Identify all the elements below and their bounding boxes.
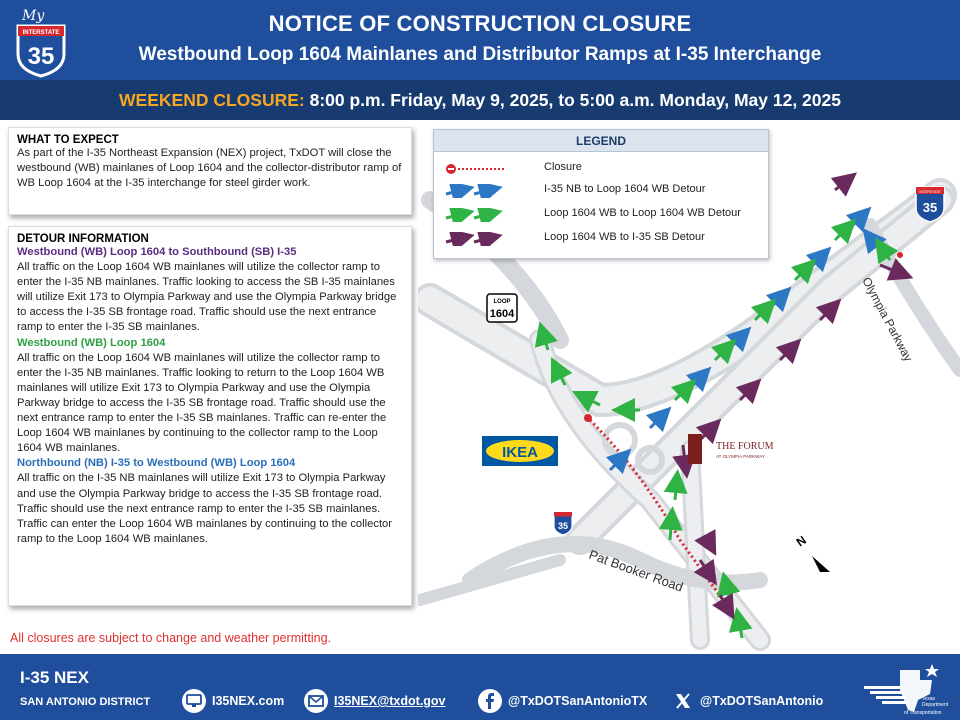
banner-label: WEEKEND CLOSURE: bbox=[119, 90, 305, 110]
banner-text: 8:00 p.m. Friday, May 9, 2025, to 5:00 a.m. Monday, May 12, 2025 bbox=[304, 90, 841, 110]
legend-item-blue bbox=[434, 180, 768, 200]
logo-my-text: My bbox=[22, 8, 45, 24]
ikea-text: IKEA bbox=[502, 444, 538, 461]
detour-title-nb-to-wb: Northbound (NB) I-35 to Westbound (WB) Loop 1604 bbox=[17, 457, 296, 470]
forum-sub: AT OLYMPIA PARKWAY bbox=[716, 454, 765, 459]
detour-body-wb-to-sb: All traffic on the Loop 1604 WB mainlanes will utilize the collector ramp to enter the I-35 NB mainlanes. Traffic looking to access the SB I-35 mainlanes will utilize Exit 173 to Olympia Parkway and use the Olympia Parkway bridge to access the I-35 SB frontage road. Traffic should use the next entrance ramp to enter the I-35 SB mainlanes. bbox=[17, 261, 397, 334]
txdot-line-2: Department bbox=[922, 702, 949, 708]
legend-label-blue: I-35 NB to Loop 1604 WB Detour bbox=[544, 183, 706, 195]
north-label: N bbox=[793, 533, 809, 550]
sw-shield-number: 35 bbox=[557, 521, 569, 531]
i35-shield-sw bbox=[554, 512, 572, 535]
disclaimer: All closures are subject to change and weather permitting. bbox=[10, 631, 332, 645]
detour-body-nb-to-wb: All traffic on the I-35 NB mainlanes will utilize Exit 173 to Olympia Parkway and use the Olympia Parkway bridge to access the I-35 SB frontage road. Traffic should use the next entrance ramp to enter the I-35 SB mainlanes. Traffic can enter the Loop 1604 WB mainlanes by continuing to the collector ramp to the Loop 1604 WB mainlanes. bbox=[17, 472, 392, 545]
forum-title: THE FORUM bbox=[716, 441, 774, 452]
legend-item-purple bbox=[434, 228, 768, 248]
footer-website[interactable] bbox=[182, 688, 284, 714]
footer-x[interactable] bbox=[672, 688, 823, 714]
footer bbox=[0, 654, 960, 720]
email-icon bbox=[304, 689, 328, 713]
i35-shield-ne bbox=[916, 187, 944, 222]
footer-facebook[interactable] bbox=[478, 688, 647, 714]
ikea-logo bbox=[482, 436, 558, 466]
ne-shield-interstate: INTERSTATE bbox=[919, 190, 941, 194]
logo-interstate-text: INTERSTATE bbox=[22, 30, 60, 36]
loop-number: 1604 bbox=[489, 308, 515, 320]
legend-title: LEGEND bbox=[434, 130, 768, 152]
page-subtitle: Westbound Loop 1604 Mainlanes and Distributor Ramps at I-35 Interchange bbox=[138, 44, 822, 65]
closure-banner bbox=[0, 80, 960, 120]
footer-email[interactable] bbox=[304, 688, 446, 714]
i35-nex-logo bbox=[10, 4, 72, 78]
what-to-expect-box bbox=[8, 127, 412, 215]
detour-heading: DETOUR INFORMATION bbox=[17, 233, 149, 245]
blue-arrows-icon bbox=[444, 184, 529, 198]
detour-title-wb: Westbound (WB) Loop 1604 bbox=[17, 336, 166, 349]
detour-info-box bbox=[8, 226, 412, 606]
header bbox=[0, 0, 960, 80]
closure-marker-1 bbox=[584, 414, 592, 422]
facebook-handle[interactable]: @TxDOTSanAntonioTX bbox=[508, 694, 648, 708]
loop-label: LOOP bbox=[493, 299, 511, 305]
footer-district: SAN ANTONIO DISTRICT bbox=[20, 696, 151, 708]
x-handle[interactable]: @TxDOTSanAntonio bbox=[700, 694, 824, 708]
expect-heading: WHAT TO EXPECT bbox=[17, 134, 119, 146]
purple-arrows-icon bbox=[444, 232, 529, 246]
footer-brand: I-35 NEX bbox=[20, 668, 89, 687]
expect-body: As part of the I-35 Northeast Expansion (NEX) project, TxDOT will close the westbound (WB) mainlanes of Loop 1604 and the collector-distributor ramp of WB Loop 1604 at the I-35 interchange for steel girder work. bbox=[17, 147, 402, 190]
closure-symbol-icon bbox=[444, 162, 529, 176]
txdot-line-1: Texas bbox=[922, 696, 936, 702]
logo-number-text: 35 bbox=[27, 43, 55, 70]
txdot-line-3: of Transportation bbox=[904, 710, 942, 716]
facebook-icon bbox=[478, 689, 502, 713]
email-link[interactable]: I35NEX@txdot.gov bbox=[334, 694, 446, 708]
legend-item-closure bbox=[434, 158, 768, 178]
ne-shield-number: 35 bbox=[922, 200, 938, 215]
website-link[interactable]: I35NEX.com bbox=[212, 694, 285, 708]
x-logo-icon bbox=[672, 690, 694, 712]
monitor-icon bbox=[182, 689, 206, 713]
legend-label-closure: Closure bbox=[544, 161, 582, 173]
loop-1604-shield bbox=[487, 294, 517, 322]
txdot-logo bbox=[860, 660, 950, 718]
map-legend bbox=[433, 129, 769, 259]
legend-item-green bbox=[434, 204, 768, 224]
green-arrows-icon bbox=[444, 208, 529, 222]
closure-marker-3 bbox=[897, 252, 903, 258]
legend-label-purple: Loop 1604 WB to I-35 SB Detour bbox=[544, 231, 705, 243]
detour-title-wb-to-sb: Westbound (WB) Loop 1604 to Southbound (SB) I-35 bbox=[17, 246, 297, 258]
page-title: NOTICE OF CONSTRUCTION CLOSURE bbox=[268, 11, 692, 36]
pat-booker-road-label: Pat Booker Road bbox=[586, 546, 686, 595]
legend-label-green: Loop 1604 WB to Loop 1604 WB Detour bbox=[544, 207, 741, 219]
olympia-parkway-label: Olympia Parkway bbox=[859, 274, 916, 364]
detour-body-wb: All traffic on the Loop 1604 WB mainlanes will utilize the collector ramp to enter the I-35 NB mainlanes. Traffic looking to return to the Loop 1604 WB mainlanes will utilize Exit 173 to Olympia Parkway and use the Olympia Parkway bridge to access the I-35 SB frontage road. Traffic should use the next entrance ramp to enter the I-35 SB mainlanes. Traffic can re-enter the Loop 1604 WB mainlanes by continuing to the collector ramp to the Loop 1604 WB mainlanes. bbox=[17, 351, 387, 455]
